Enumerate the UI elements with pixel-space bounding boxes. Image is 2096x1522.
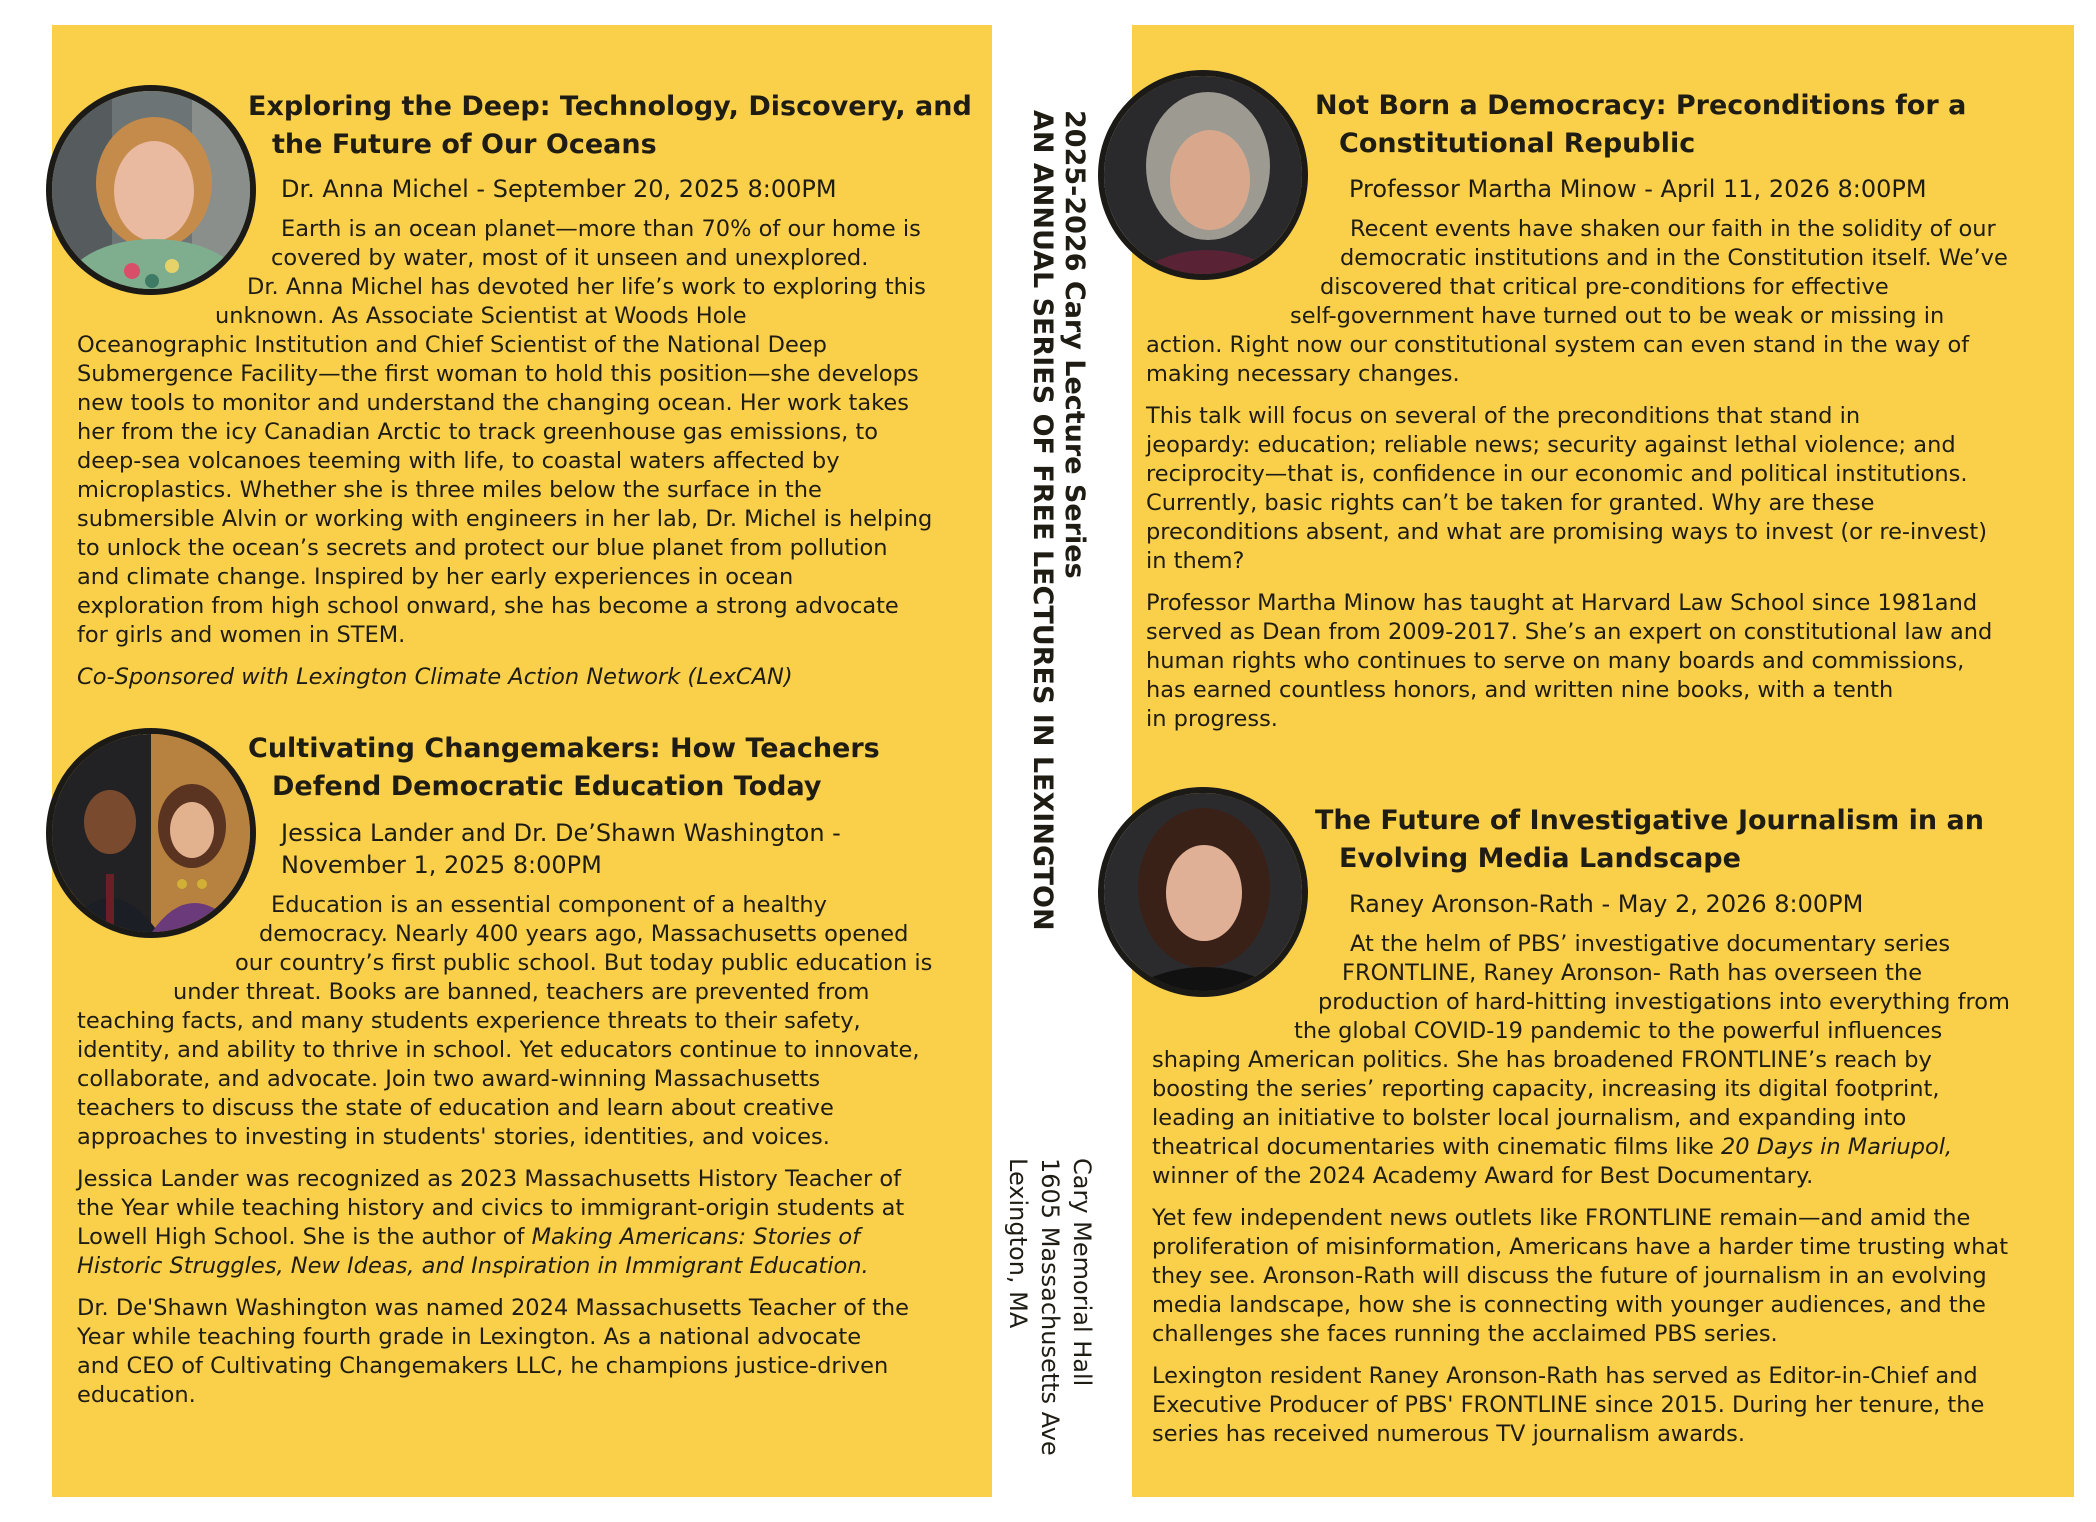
lecture4-paragraph-2: Yet few independent news outlets like FRONTLINE remain—and amid the proliferation of misinformation, Americans have a harder time trusting what they see. Aronson-Rath will discuss the future of journalism in an evolving media landscape, how she is connecting with younger audiences, and the challenges she faces running the acclaimed PBS series. xyxy=(1152,1205,2009,1347)
lecture1-sponsor: Co-Sponsored with Lexington Climate Action Network (LexCAN) xyxy=(77,664,793,690)
lecture4-title: The Future of Investigative Journalism in an Evolving Media Landscape xyxy=(1315,805,1984,874)
lecture1-description xyxy=(77,215,932,705)
lecture2-description xyxy=(77,891,932,1423)
lecture1-title: Exploring the Deep: Technology, Discovery, and the Future of Our Oceans xyxy=(248,91,972,160)
lecture2-bio-washington: Dr. De'Shawn Washington was named 2024 Massachusetts Teacher of the Year while teaching fourth grade in Lexington. As a national advocate and CEO of Cultivating Changemakers LLC, he champions justice-driven education. xyxy=(77,1295,910,1408)
lecture2-paragraph: Education is an essential component of a healthy democracy. Nearly 400 years ago, Massachusetts opened our country’s first public school. But today public education is under threat. Books are banned, teachers are prevented from teaching facts, and many students experience threats to their safety, identity, and ability to thrive in school. Yet educators continue to innovate, collaborate, and advocate. Join two award-winning Massachusetts teachers to discuss the state of education and learn about creative approaches to investing in students' stories, identities, and voices. xyxy=(77,892,933,1150)
series-subtitle: AN ANNUAL SERIES OF FREE LECTURES IN LEXINGTON xyxy=(1027,110,1058,931)
lecture3-paragraph-2: This talk will focus on several of the preconditions that stand in jeopardy: education; reliable news; security against lethal violence; and reciprocity—that is, confidence in our economic and political institutions. Currently, basic rights can’t be taken for granted. Why are these preconditions absent, and what are promising ways to invest (or re-invest) in them? xyxy=(1146,403,1988,574)
lecture2-title: Cultivating Changemakers: How Teachers Defend Democratic Education Today xyxy=(248,733,880,802)
right-panel xyxy=(1132,25,2074,1497)
spine-venue xyxy=(1002,1158,1098,1456)
series-title: 2025-2026 Cary Lecture Series xyxy=(1059,110,1090,579)
venue-street: 1605 Massachusetts Ave xyxy=(1036,1158,1064,1456)
spine-series xyxy=(1026,110,1090,931)
lecture4-description xyxy=(1152,930,2010,1462)
lecture3-speaker-date: Professor Martha Minow - April 11, 2026 8:00PM xyxy=(1349,175,1927,203)
left-panel xyxy=(52,25,992,1497)
lecture3-paragraph: Recent events have shaken our faith in the solidity of our democratic institutions and in the Constitution itself. We’ve discovered that critical pre-conditions for effective self-government have turned out to be weak or missing in action. Right now our constitutional system can even stand in the way of making necessary changes. xyxy=(1146,216,2008,387)
lecture4-bio: Lexington resident Raney Aronson-Rath has served as Editor-in-Chief and Executive Producer of PBS' FRONTLINE since 2015. During her tenure, the series has received numerous TV journalism awards. xyxy=(1152,1363,1985,1447)
venue-city: Lexington, MA xyxy=(1004,1158,1032,1329)
lecture2-bio-lander: Jessica Lander was recognized as 2023 Massachusetts History Teacher of the Year while teaching history and civics to immigrant-origin students at Lowell High School. She is the author of Making Americans: Stories of Historic Struggles, New Ideas, and Inspiration in Immigrant Education. xyxy=(77,1166,905,1279)
lecture4-paragraph: At the helm of PBS’ investigative documentary series FRONTLINE, Raney Aronson- Rath has overseen the production of hard-hitting investigations into everything from the global COVID-19 pandemic to the powerful influences shaping American politics. She has broadened FRONTLINE’s reach by boosting the series’ reporting capacity, increasing its digital footprint, leading an initiative to bolster local journalism, and expanding into theatrical documentaries with cinematic films like 20 Days in Mariupol, winner of the 2024 Academy Award for Best Documentary. xyxy=(1152,931,2010,1189)
lecture3-title: Not Born a Democracy: Preconditions for a Constitutional Republic xyxy=(1315,90,1967,159)
venue-name: Cary Memorial Hall xyxy=(1068,1158,1096,1387)
lecture4-speaker-date: Raney Aronson-Rath - May 2, 2026 8:00PM xyxy=(1349,890,1864,918)
lecture1-paragraph: Earth is an ocean planet—more than 70% of our home is covered by water, most of it unseen and unexplored. Dr. Anna Michel has devoted her life’s work to exploring this unknown. As Associate Scientist at Woods Hole Oceanographic Institution and Chief Scientist of the National Deep Submergence Facility—the first woman to hold this position—she develops new tools to monitor and understand the changing ocean. Her work takes her from the icy Canadian Arctic to track greenhouse gas emissions, to deep-sea volcanoes teeming with life, to coastal waters affected by microplastics. Whether she is three miles below the surface in the submersible Alvin or working with engineers in her lab, Dr. Michel is helping to unlock the ocean’s secrets and protect our blue planet from pollution and climate change. Inspired by her early experiences in ocean exploration from high school onward, she has become a strong advocate for girls and women in STEM. xyxy=(77,216,933,648)
lecture1-speaker-date: Dr. Anna Michel - September 20, 2025 8:00PM xyxy=(281,175,837,203)
lecture3-bio: Professor Martha Minow has taught at Harvard Law School since 1981and served as Dean from 2009-2017. She’s an expert on constitutional law and human rights who continues to serve on many boards and commissions, has earned countless honors, and written nine books, with a tenth in progress. xyxy=(1146,590,1993,732)
lecture3-description xyxy=(1146,215,2008,747)
lecture2-speaker-date: Jessica Lander and Dr. De’Shawn Washington - November 1, 2025 8:00PM xyxy=(281,819,841,879)
